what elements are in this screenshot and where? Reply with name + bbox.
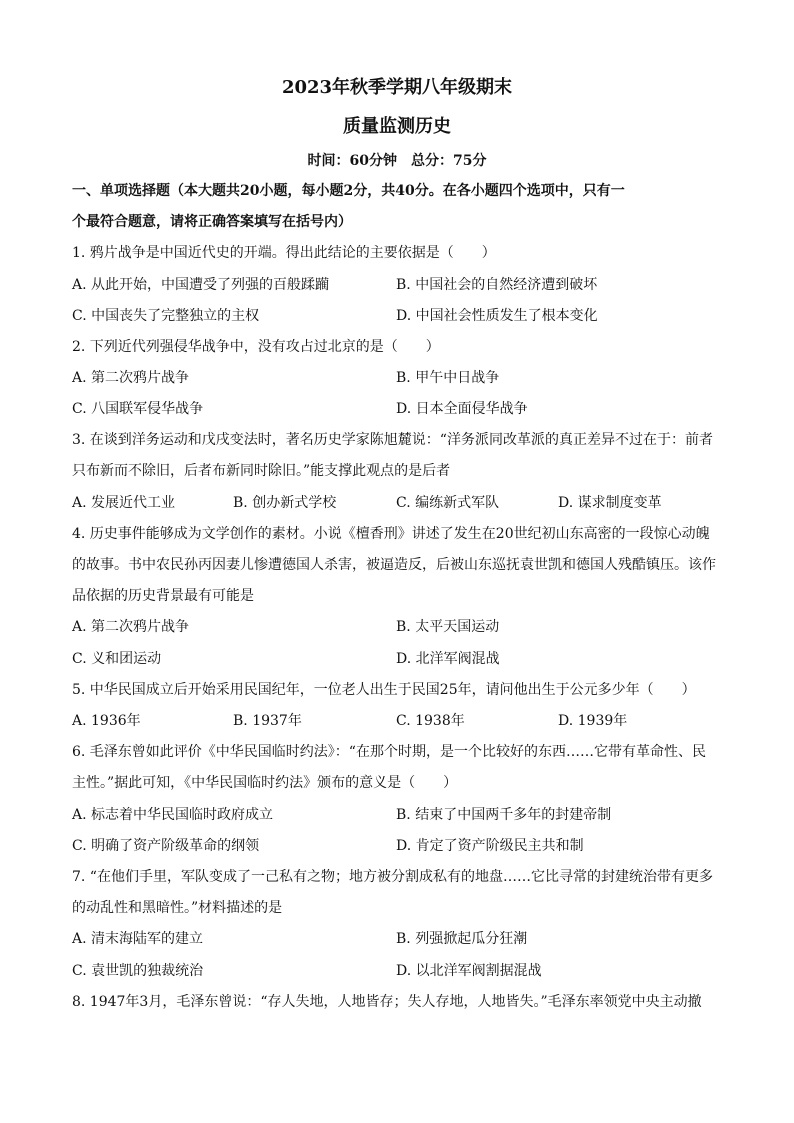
exam-title-line2: 质量监测历史 — [343, 116, 451, 137]
question-5-option-b[interactable]: B. 1937年 — [233, 713, 302, 729]
question-7-option-d[interactable]: D. 以北洋军阀割据混战 — [396, 963, 542, 979]
question-6-option-d[interactable]: D. 肯定了资产阶级民主共和制 — [396, 838, 584, 854]
question-7-option-c[interactable]: C. 袁世凯的独裁统治 — [72, 963, 204, 979]
question-3-option-c[interactable]: C. 编练新式军队 — [396, 495, 500, 511]
question-1-option-a[interactable]: A. 从此开始，中国遭受了列强的百般蹂躏 — [72, 277, 330, 293]
question-3-option-a[interactable]: A. 发展近代工业 — [72, 495, 176, 511]
question-6-option-c[interactable]: C. 明确了资产阶级革命的纲领 — [72, 838, 260, 854]
question-5-option-a[interactable]: A. 1936年 — [72, 713, 141, 729]
question-4-option-a[interactable]: A. 第二次鸦片战争 — [72, 619, 190, 635]
question-1-option-d[interactable]: D. 中国社会性质发生了根本变化 — [396, 308, 598, 324]
question-5-option-c[interactable]: C. 1938年 — [396, 713, 465, 729]
question-4-option-d[interactable]: D. 北洋军阀混战 — [396, 651, 500, 667]
question-7-stem-line2: 的动乱性和黑暗性。”材料描述的是 — [72, 900, 283, 916]
question-6-stem-line2: 主性。”据此可知，《中华民国临时约法》颁布的意义是（ ） — [72, 775, 458, 791]
exam-title-line1: 2023年秋季学期八年级期末 — [281, 77, 513, 98]
question-1-option-b[interactable]: B. 中国社会的自然经济遭到破坏 — [396, 277, 598, 293]
question-2-option-a[interactable]: A. 第二次鸦片战争 — [72, 370, 190, 386]
question-7-option-a[interactable]: A. 清末海陆军的建立 — [72, 931, 204, 947]
question-1-option-c[interactable]: C. 中国丧失了完整独立的主权 — [72, 308, 260, 324]
question-2-option-c[interactable]: C. 八国联军侵华战争 — [72, 401, 204, 417]
question-6-option-b[interactable]: B. 结束了中国两千多年的封建帝制 — [396, 807, 612, 823]
question-4-option-b[interactable]: B. 太平天国运动 — [396, 619, 500, 635]
section-heading-line2: 个最符合题意，请将正确答案填写在括号内） — [72, 214, 352, 230]
question-3-stem-line1: 3. 在谈到洋务运动和戊戌变法时，著名历史学家陈旭麓说：“洋务派同改革派的真正差异不过在于：前者 — [72, 432, 713, 448]
question-6-option-a[interactable]: A. 标志着中华民国临时政府成立 — [72, 807, 274, 823]
question-3-option-d[interactable]: D. 谋求制度变革 — [558, 495, 662, 511]
section-heading-line1: 一、单项选择题（本大题共20小题，每小题2分，共40分。在各小题四个选项中，只有一 — [72, 183, 625, 199]
question-5-stem: 5. 中华民国成立后开始采用民国纪年，一位老人出生于民国25年，请问他出生于公元多少年（ ） — [72, 682, 696, 698]
question-7-option-b[interactable]: B. 列强掀起瓜分狂潮 — [396, 931, 528, 947]
question-1-stem: 1. 鸦片战争是中国近代史的开端。得出此结论的主要依据是（ ） — [72, 245, 496, 261]
question-5-option-d[interactable]: D. 1939年 — [558, 713, 628, 729]
question-3-stem-line2: 只布新而不除旧，后者布新同时除旧。”能支撑此观点的是后者 — [72, 463, 451, 479]
question-4-option-c[interactable]: C. 义和团运动 — [72, 651, 162, 667]
question-2-option-b[interactable]: B. 甲午中日战争 — [396, 370, 500, 386]
question-6-stem-line1: 6. 毛泽东曾如此评价《中华民国临时约法》：“在那个时期，是一个比较好的东西……它带有革命性、民 — [72, 744, 706, 760]
question-4-stem-line1: 4. 历史事件能够成为文学创作的素材。小说《檀香刑》讲述了发生在20世纪初山东高密的一段惊心动魄 — [72, 526, 710, 542]
question-2-stem: 2. 下列近代列强侵华战争中，没有攻占过北京的是（ ） — [72, 339, 440, 355]
question-4-stem-line3: 品依据的历史背景最有可能是 — [72, 588, 254, 604]
question-2-option-d[interactable]: D. 日本全面侵华战争 — [396, 401, 528, 417]
question-3-option-b[interactable]: B. 创办新式学校 — [233, 495, 337, 511]
question-7-stem-line1: 7. “在他们手里，军队变成了一己私有之物；地方被分割成私有的地盘……它比寻常的封建统治带有更多 — [72, 869, 713, 885]
question-4-stem-line2: 的故事。书中农民孙丙因妻儿惨遭德国人杀害，被逼造反，后被山东巡抚袁世凯和德国人残酷镇压。该作 — [72, 557, 716, 573]
question-8-stem-line1: 8. 1947年3月，毛泽东曾说：“存人失地，人地皆存；失人存地，人地皆失。”毛泽东率领党中央主动撤 — [72, 994, 702, 1010]
exam-time-score: 时间：60分钟 总分：75分 — [307, 153, 487, 169]
